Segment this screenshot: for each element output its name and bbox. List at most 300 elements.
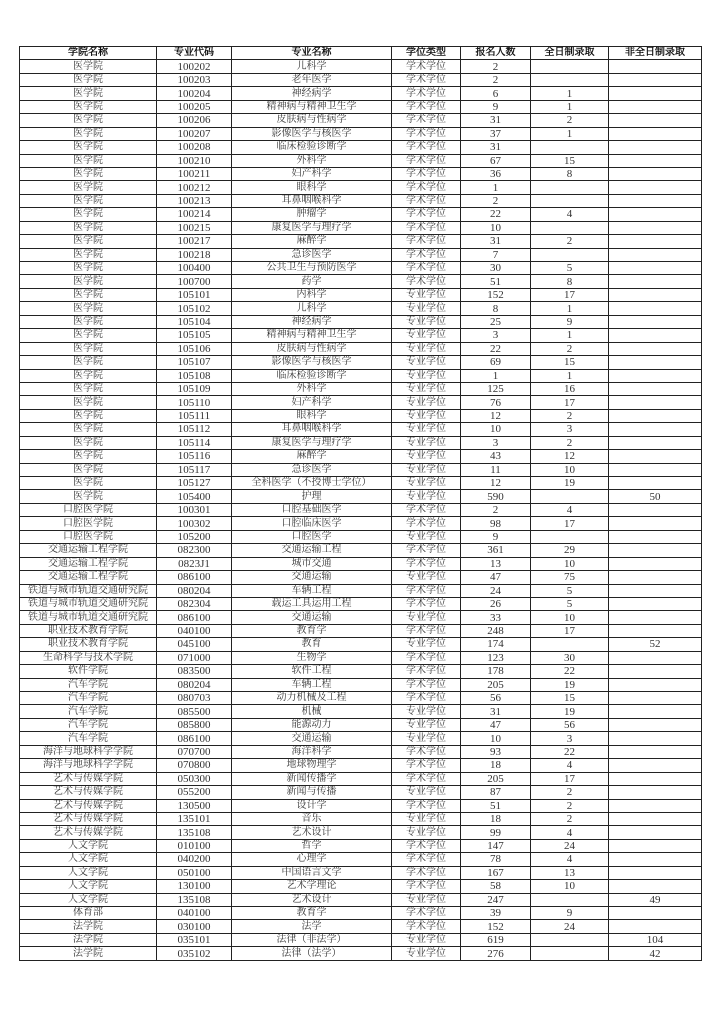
college-cell: 医学院 xyxy=(20,100,157,113)
applicants-cell: 30 xyxy=(461,262,531,275)
parttime-admitted-cell xyxy=(609,181,702,194)
college-cell: 人文学院 xyxy=(20,866,157,879)
header-college: 学院名称 xyxy=(20,47,157,60)
major-name-cell: 公共卫生与预防医学 xyxy=(232,262,392,275)
major-name-cell: 交通运输 xyxy=(232,732,392,745)
parttime-admitted-cell xyxy=(609,732,702,745)
parttime-admitted-cell xyxy=(609,275,702,288)
college-cell: 医学院 xyxy=(20,73,157,86)
table-row xyxy=(20,396,702,409)
major-name-cell: 交通运输 xyxy=(232,611,392,624)
college-cell: 医学院 xyxy=(20,396,157,409)
table-row xyxy=(20,490,702,503)
fulltime-admitted-cell: 22 xyxy=(531,745,609,758)
major-code-cell: 100700 xyxy=(157,275,232,288)
applicants-cell: 47 xyxy=(461,571,531,584)
major-code-cell: 050100 xyxy=(157,866,232,879)
parttime-admitted-cell xyxy=(609,705,702,718)
parttime-admitted-cell xyxy=(609,356,702,369)
degree-type-cell: 学术学位 xyxy=(392,208,461,221)
degree-type-cell: 学术学位 xyxy=(392,544,461,557)
applicants-cell: 2 xyxy=(461,503,531,516)
table-row xyxy=(20,866,702,879)
college-cell: 法学院 xyxy=(20,947,157,960)
college-cell: 医学院 xyxy=(20,181,157,194)
major-name-cell: 妇产科学 xyxy=(232,167,392,180)
degree-type-cell: 专业学位 xyxy=(392,436,461,449)
degree-type-cell: 学术学位 xyxy=(392,73,461,86)
parttime-admitted-cell: 42 xyxy=(609,947,702,960)
fulltime-admitted-cell: 16 xyxy=(531,382,609,395)
degree-type-cell: 专业学位 xyxy=(392,356,461,369)
applicants-cell: 8 xyxy=(461,302,531,315)
major-code-cell: 070700 xyxy=(157,745,232,758)
table-row xyxy=(20,463,702,476)
applicants-cell: 10 xyxy=(461,221,531,234)
major-name-cell: 眼科学 xyxy=(232,409,392,422)
fulltime-admitted-cell: 30 xyxy=(531,651,609,664)
college-cell: 医学院 xyxy=(20,262,157,275)
fulltime-admitted-cell: 2 xyxy=(531,114,609,127)
college-cell: 交通运输工程学院 xyxy=(20,571,157,584)
major-name-cell: 临床检验诊断学 xyxy=(232,369,392,382)
degree-type-cell: 专业学位 xyxy=(392,477,461,490)
college-cell: 海洋与地球科学学院 xyxy=(20,745,157,758)
applicants-cell: 26 xyxy=(461,597,531,610)
fulltime-admitted-cell: 56 xyxy=(531,718,609,731)
college-cell: 口腔医学院 xyxy=(20,503,157,516)
college-cell: 医学院 xyxy=(20,369,157,382)
major-code-cell: 100204 xyxy=(157,87,232,100)
major-code-cell: 100206 xyxy=(157,114,232,127)
fulltime-admitted-cell: 2 xyxy=(531,799,609,812)
fulltime-admitted-cell: 1 xyxy=(531,100,609,113)
parttime-admitted-cell xyxy=(609,221,702,234)
table-row xyxy=(20,597,702,610)
degree-type-cell: 专业学位 xyxy=(392,611,461,624)
applicants-cell: 78 xyxy=(461,853,531,866)
college-cell: 法学院 xyxy=(20,933,157,946)
applicants-cell: 152 xyxy=(461,920,531,933)
parttime-admitted-cell xyxy=(609,907,702,920)
major-code-cell: 105106 xyxy=(157,342,232,355)
major-code-cell: 100213 xyxy=(157,194,232,207)
college-cell: 医学院 xyxy=(20,450,157,463)
major-name-cell: 教育学 xyxy=(232,624,392,637)
applicants-cell: 31 xyxy=(461,114,531,127)
parttime-admitted-cell xyxy=(609,194,702,207)
major-name-cell: 艺术设计 xyxy=(232,826,392,839)
parttime-admitted-cell xyxy=(609,880,702,893)
table-row xyxy=(20,409,702,422)
college-cell: 汽车学院 xyxy=(20,678,157,691)
parttime-admitted-cell xyxy=(609,436,702,449)
applicants-cell: 18 xyxy=(461,812,531,825)
fulltime-admitted-cell: 1 xyxy=(531,127,609,140)
major-code-cell: 105112 xyxy=(157,423,232,436)
parttime-admitted-cell xyxy=(609,208,702,221)
major-name-cell: 音乐 xyxy=(232,812,392,825)
fulltime-admitted-cell xyxy=(531,490,609,503)
applicants-cell: 1 xyxy=(461,369,531,382)
table-row xyxy=(20,826,702,839)
major-name-cell: 急诊医学 xyxy=(232,248,392,261)
college-cell: 医学院 xyxy=(20,60,157,73)
major-code-cell: 100211 xyxy=(157,167,232,180)
parttime-admitted-cell xyxy=(609,450,702,463)
degree-type-cell: 学术学位 xyxy=(392,907,461,920)
major-code-cell: 100202 xyxy=(157,60,232,73)
applicants-cell: 76 xyxy=(461,396,531,409)
major-code-cell: 080703 xyxy=(157,692,232,705)
degree-type-cell: 专业学位 xyxy=(392,450,461,463)
college-cell: 医学院 xyxy=(20,409,157,422)
fulltime-admitted-cell: 17 xyxy=(531,624,609,637)
major-code-cell: 130100 xyxy=(157,880,232,893)
major-name-cell: 外科学 xyxy=(232,154,392,167)
major-code-cell: 100203 xyxy=(157,73,232,86)
major-code-cell: 070800 xyxy=(157,759,232,772)
parttime-admitted-cell xyxy=(609,759,702,772)
degree-type-cell: 专业学位 xyxy=(392,329,461,342)
parttime-admitted-cell xyxy=(609,100,702,113)
parttime-admitted-cell xyxy=(609,544,702,557)
major-code-cell: 105200 xyxy=(157,530,232,543)
fulltime-admitted-cell xyxy=(531,530,609,543)
applicants-cell: 147 xyxy=(461,839,531,852)
table-row xyxy=(20,87,702,100)
fulltime-admitted-cell: 22 xyxy=(531,665,609,678)
major-name-cell: 法律（法学） xyxy=(232,947,392,960)
applicants-cell: 205 xyxy=(461,678,531,691)
fulltime-admitted-cell: 4 xyxy=(531,826,609,839)
degree-type-cell: 学术学位 xyxy=(392,920,461,933)
fulltime-admitted-cell: 5 xyxy=(531,262,609,275)
major-code-cell: 010100 xyxy=(157,839,232,852)
degree-type-cell: 学术学位 xyxy=(392,624,461,637)
applicants-cell: 3 xyxy=(461,436,531,449)
table-row xyxy=(20,154,702,167)
parttime-admitted-cell xyxy=(609,369,702,382)
college-cell: 汽车学院 xyxy=(20,692,157,705)
major-name-cell: 载运工具运用工程 xyxy=(232,597,392,610)
degree-type-cell: 学术学位 xyxy=(392,194,461,207)
major-name-cell: 神经病学 xyxy=(232,87,392,100)
applicants-cell: 3 xyxy=(461,329,531,342)
major-name-cell: 麻醉学 xyxy=(232,450,392,463)
degree-type-cell: 专业学位 xyxy=(392,705,461,718)
table-row xyxy=(20,907,702,920)
degree-type-cell: 专业学位 xyxy=(392,933,461,946)
applicants-cell: 24 xyxy=(461,584,531,597)
college-cell: 医学院 xyxy=(20,356,157,369)
fulltime-admitted-cell xyxy=(531,60,609,73)
table-row xyxy=(20,638,702,651)
applicants-cell: 2 xyxy=(461,60,531,73)
major-code-cell: 035102 xyxy=(157,947,232,960)
major-code-cell: 083500 xyxy=(157,665,232,678)
major-name-cell: 心理学 xyxy=(232,853,392,866)
parttime-admitted-cell xyxy=(609,517,702,530)
college-cell: 艺术与传媒学院 xyxy=(20,812,157,825)
college-cell: 医学院 xyxy=(20,382,157,395)
degree-type-cell: 学术学位 xyxy=(392,557,461,570)
major-name-cell: 眼科学 xyxy=(232,181,392,194)
applicants-cell: 69 xyxy=(461,356,531,369)
degree-type-cell: 专业学位 xyxy=(392,409,461,422)
major-code-cell: 071000 xyxy=(157,651,232,664)
major-code-cell: 105111 xyxy=(157,409,232,422)
applicants-cell: 619 xyxy=(461,933,531,946)
major-code-cell: 035101 xyxy=(157,933,232,946)
degree-type-cell: 学术学位 xyxy=(392,678,461,691)
table-row xyxy=(20,127,702,140)
major-name-cell: 交通运输 xyxy=(232,571,392,584)
parttime-admitted-cell xyxy=(609,60,702,73)
fulltime-admitted-cell xyxy=(531,248,609,261)
fulltime-admitted-cell: 10 xyxy=(531,557,609,570)
parttime-admitted-cell xyxy=(609,114,702,127)
applicants-cell: 58 xyxy=(461,880,531,893)
applicants-cell: 2 xyxy=(461,73,531,86)
parttime-admitted-cell: 50 xyxy=(609,490,702,503)
table-row xyxy=(20,678,702,691)
college-cell: 汽车学院 xyxy=(20,705,157,718)
college-cell: 医学院 xyxy=(20,315,157,328)
table-row xyxy=(20,530,702,543)
parttime-admitted-cell xyxy=(609,288,702,301)
fulltime-admitted-cell xyxy=(531,638,609,651)
major-name-cell: 护理 xyxy=(232,490,392,503)
major-code-cell: 086100 xyxy=(157,732,232,745)
degree-type-cell: 学术学位 xyxy=(392,651,461,664)
major-code-cell: 100302 xyxy=(157,517,232,530)
degree-type-cell: 学术学位 xyxy=(392,665,461,678)
fulltime-admitted-cell: 9 xyxy=(531,315,609,328)
applicants-cell: 43 xyxy=(461,450,531,463)
applicants-cell: 93 xyxy=(461,745,531,758)
college-cell: 医学院 xyxy=(20,194,157,207)
parttime-admitted-cell xyxy=(609,154,702,167)
degree-type-cell: 专业学位 xyxy=(392,342,461,355)
major-name-cell: 儿科学 xyxy=(232,302,392,315)
applicants-cell: 6 xyxy=(461,87,531,100)
fulltime-admitted-cell: 1 xyxy=(531,369,609,382)
college-cell: 铁道与城市轨道交通研究院 xyxy=(20,611,157,624)
major-code-cell: 100210 xyxy=(157,154,232,167)
major-code-cell: 100217 xyxy=(157,235,232,248)
fulltime-admitted-cell xyxy=(531,947,609,960)
major-code-cell: 100301 xyxy=(157,503,232,516)
college-cell: 职业技术教育学院 xyxy=(20,624,157,637)
parttime-admitted-cell: 49 xyxy=(609,893,702,906)
college-cell: 艺术与传媒学院 xyxy=(20,786,157,799)
parttime-admitted-cell xyxy=(609,409,702,422)
table-row xyxy=(20,423,702,436)
major-name-cell: 艺术设计 xyxy=(232,893,392,906)
applicants-cell: 1 xyxy=(461,181,531,194)
fulltime-admitted-cell: 4 xyxy=(531,503,609,516)
applicants-cell: 11 xyxy=(461,463,531,476)
major-code-cell: 105101 xyxy=(157,288,232,301)
fulltime-admitted-cell: 10 xyxy=(531,463,609,476)
major-name-cell: 新闻与传播 xyxy=(232,786,392,799)
degree-type-cell: 学术学位 xyxy=(392,262,461,275)
fulltime-admitted-cell: 19 xyxy=(531,705,609,718)
fulltime-admitted-cell: 13 xyxy=(531,866,609,879)
applicants-cell: 205 xyxy=(461,772,531,785)
parttime-admitted-cell xyxy=(609,262,702,275)
major-code-cell: 045100 xyxy=(157,638,232,651)
fulltime-admitted-cell: 8 xyxy=(531,275,609,288)
applicants-cell: 39 xyxy=(461,907,531,920)
parttime-admitted-cell: 52 xyxy=(609,638,702,651)
fulltime-admitted-cell: 4 xyxy=(531,208,609,221)
table-row xyxy=(20,893,702,906)
major-name-cell: 外科学 xyxy=(232,382,392,395)
fulltime-admitted-cell: 4 xyxy=(531,759,609,772)
table-row xyxy=(20,73,702,86)
table-row xyxy=(20,705,702,718)
applicants-cell: 9 xyxy=(461,100,531,113)
major-name-cell: 急诊医学 xyxy=(232,463,392,476)
admissions-table xyxy=(19,46,702,961)
college-cell: 软件学院 xyxy=(20,665,157,678)
fulltime-admitted-cell: 2 xyxy=(531,409,609,422)
major-name-cell: 能源动力 xyxy=(232,718,392,731)
major-name-cell: 精神病与精神卫生学 xyxy=(232,329,392,342)
degree-type-cell: 学术学位 xyxy=(392,221,461,234)
degree-type-cell: 学术学位 xyxy=(392,248,461,261)
table-row xyxy=(20,611,702,624)
major-name-cell: 肿瘤学 xyxy=(232,208,392,221)
table-row xyxy=(20,315,702,328)
fulltime-admitted-cell: 17 xyxy=(531,772,609,785)
fulltime-admitted-cell: 17 xyxy=(531,517,609,530)
major-code-cell: 100205 xyxy=(157,100,232,113)
parttime-admitted-cell xyxy=(609,651,702,664)
parttime-admitted-cell xyxy=(609,382,702,395)
parttime-admitted-cell xyxy=(609,248,702,261)
applicants-cell: 174 xyxy=(461,638,531,651)
degree-type-cell: 学术学位 xyxy=(392,853,461,866)
college-cell: 医学院 xyxy=(20,154,157,167)
applicants-cell: 99 xyxy=(461,826,531,839)
degree-type-cell: 学术学位 xyxy=(392,866,461,879)
applicants-cell: 22 xyxy=(461,208,531,221)
table-row xyxy=(20,759,702,772)
degree-type-cell: 学术学位 xyxy=(392,275,461,288)
table-row xyxy=(20,732,702,745)
header-parttime-admitted: 非全日制录取 xyxy=(609,47,702,60)
table-row xyxy=(20,436,702,449)
table-row xyxy=(20,262,702,275)
applicants-cell: 167 xyxy=(461,866,531,879)
table-row xyxy=(20,302,702,315)
college-cell: 医学院 xyxy=(20,423,157,436)
major-code-cell: 040100 xyxy=(157,907,232,920)
major-name-cell: 动力机械及工程 xyxy=(232,692,392,705)
major-code-cell: 082300 xyxy=(157,544,232,557)
fulltime-admitted-cell: 2 xyxy=(531,786,609,799)
college-cell: 人文学院 xyxy=(20,839,157,852)
table-row xyxy=(20,114,702,127)
parttime-admitted-cell xyxy=(609,866,702,879)
applicants-cell: 31 xyxy=(461,705,531,718)
major-name-cell: 皮肤病与性病学 xyxy=(232,114,392,127)
table-row xyxy=(20,651,702,664)
applicants-cell: 51 xyxy=(461,799,531,812)
degree-type-cell: 专业学位 xyxy=(392,718,461,731)
major-code-cell: 100208 xyxy=(157,141,232,154)
major-name-cell: 全科医学（不授博士学位） xyxy=(232,477,392,490)
table-row xyxy=(20,517,702,530)
fulltime-admitted-cell: 10 xyxy=(531,880,609,893)
table-row xyxy=(20,356,702,369)
major-code-cell: 105114 xyxy=(157,436,232,449)
major-code-cell: 105110 xyxy=(157,396,232,409)
college-cell: 职业技术教育学院 xyxy=(20,638,157,651)
degree-type-cell: 学术学位 xyxy=(392,759,461,772)
college-cell: 医学院 xyxy=(20,490,157,503)
parttime-admitted-cell xyxy=(609,812,702,825)
college-cell: 人文学院 xyxy=(20,880,157,893)
college-cell: 交通运输工程学院 xyxy=(20,557,157,570)
major-code-cell: 105109 xyxy=(157,382,232,395)
parttime-admitted-cell xyxy=(609,624,702,637)
college-cell: 汽车学院 xyxy=(20,732,157,745)
applicants-cell: 152 xyxy=(461,288,531,301)
parttime-admitted-cell xyxy=(609,745,702,758)
table-row xyxy=(20,208,702,221)
major-code-cell: 086100 xyxy=(157,611,232,624)
college-cell: 体育部 xyxy=(20,907,157,920)
table-row xyxy=(20,812,702,825)
degree-type-cell: 专业学位 xyxy=(392,369,461,382)
parttime-admitted-cell xyxy=(609,342,702,355)
fulltime-admitted-cell: 8 xyxy=(531,167,609,180)
college-cell: 医学院 xyxy=(20,235,157,248)
degree-type-cell: 学术学位 xyxy=(392,87,461,100)
parttime-admitted-cell xyxy=(609,302,702,315)
parttime-admitted-cell xyxy=(609,611,702,624)
degree-type-cell: 学术学位 xyxy=(392,772,461,785)
fulltime-admitted-cell: 17 xyxy=(531,396,609,409)
fulltime-admitted-cell: 4 xyxy=(531,853,609,866)
parttime-admitted-cell xyxy=(609,718,702,731)
fulltime-admitted-cell: 5 xyxy=(531,584,609,597)
degree-type-cell: 专业学位 xyxy=(392,893,461,906)
degree-type-cell: 专业学位 xyxy=(392,396,461,409)
fulltime-admitted-cell: 15 xyxy=(531,356,609,369)
college-cell: 铁道与城市轨道交通研究院 xyxy=(20,584,157,597)
college-cell: 医学院 xyxy=(20,141,157,154)
degree-type-cell: 专业学位 xyxy=(392,826,461,839)
applicants-cell: 31 xyxy=(461,235,531,248)
applicants-cell: 7 xyxy=(461,248,531,261)
major-code-cell: 100400 xyxy=(157,262,232,275)
applicants-cell: 590 xyxy=(461,490,531,503)
parttime-admitted-cell xyxy=(609,826,702,839)
major-name-cell: 麻醉学 xyxy=(232,235,392,248)
major-name-cell: 皮肤病与性病学 xyxy=(232,342,392,355)
applicants-cell: 2 xyxy=(461,194,531,207)
major-name-cell: 口腔临床医学 xyxy=(232,517,392,530)
table-row xyxy=(20,382,702,395)
table-row xyxy=(20,100,702,113)
applicants-cell: 13 xyxy=(461,557,531,570)
major-code-cell: 040100 xyxy=(157,624,232,637)
